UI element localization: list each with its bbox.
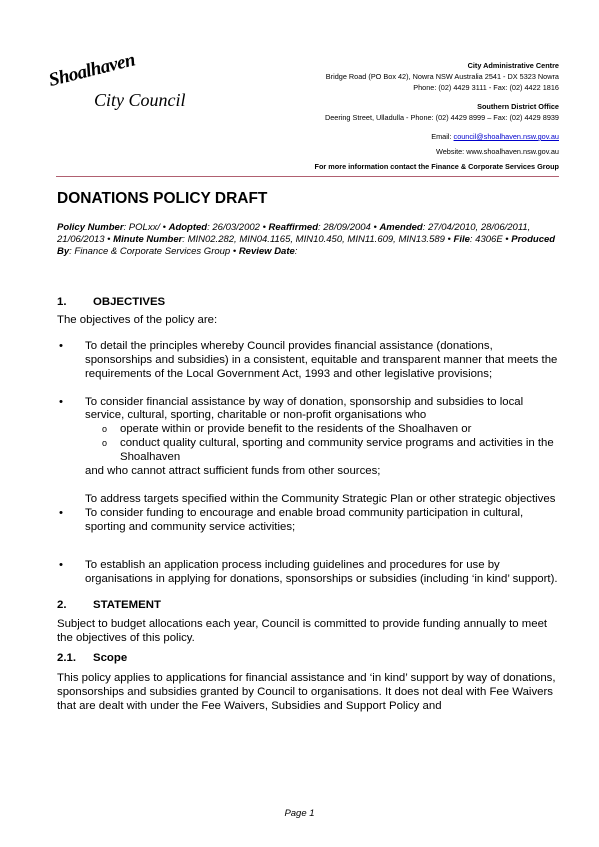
email-link[interactable]: council@shoalhaven.nsw.gov.au [453,132,559,141]
scope-text: This policy applies to applications for financial assistance and ‘in kind’ support by way of donations, sponsorships and subsidies granted by Council to organisations. It does not deal with Fee Waivers that are dealt with under the Fee Waivers, Subsidies and Support Policy and [57,672,556,712]
bullet-mark: • [59,395,63,408]
bullet-mark: • [59,339,63,352]
logo-line2: City Council [94,90,186,110]
meta-label: Policy Number [57,222,124,233]
meta-value: : [294,246,298,257]
page-title: DONATIONS POLICY DRAFT [57,190,268,207]
objectives-intro: The objectives of the policy are: [57,313,218,326]
targets-text: To address targets specified within the Community Strategic Plan or other strategic objectives [85,492,556,505]
bullet-text: To consider financial assistance by way of donation, sponsorship and subsidies to local service, cultural, sporting, charitable or non-profit organisations who [85,395,524,422]
section-heading-objectives [57,296,562,310]
objective-bullet [57,396,562,424]
objective-bullet [57,507,562,535]
policy-meta [57,222,557,258]
subsection-heading-scope [57,652,562,666]
meta-label: Minute Number [113,234,183,245]
section-title: STATEMENT [93,598,161,611]
meta-value: : POLxx/ • [123,222,169,233]
section-number: 2. [57,598,67,611]
after-sub-text: and who cannot attract sufficient funds from other sources; [85,465,381,478]
meta-label: Amended [379,222,423,233]
website-line: Website: www.shoalhaven.nsw.gov.au [435,147,559,156]
bullet-text: To detail the principles whereby Council provides financial assistance (donations, sponsorships and subsidies) in a consistent, equitable and transparent manner that meets the requirements of the Local Government Act, 1993 and other legislative provisions; [85,339,558,380]
sub-bullet-mark: o [102,424,108,435]
page-number: Page 1 [284,808,315,819]
meta-label: Produced By [57,234,556,257]
meta-value: : 4306E • [469,234,512,245]
council-logo [46,49,202,120]
sub-bullet-text: conduct quality cultural, sporting and community service programs and activities in the Shoalhaven [120,437,554,464]
bullet-text: To establish an application process including guidelines and procedures for use by organisations in applying for donations, sponsorships or subsidies (including ‘in kind’ support). [85,558,558,585]
sub-bullet [57,437,562,465]
centre-phone: Phone: (02) 4429 3111 - Fax: (02) 4422 1816 [413,83,559,92]
section-title: OBJECTIVES [93,296,166,308]
logo-line1: Shoalhaven [46,49,138,92]
header-rule [56,176,559,177]
centre-heading: City Administrative Centre [467,61,559,70]
sub-bullet [57,423,562,437]
section-heading-statement [57,599,562,613]
meta-value: : 27/04/2010, 28/06/2011, 21/06/2013 • [57,222,531,245]
meta-label: Review Date [238,246,295,257]
meta-label: File [453,234,470,245]
policy-body [57,296,562,714]
meta-value: : MIN02.282, MIN04.1165, MIN10.450, MIN11.609, MIN13.589 • [182,234,454,245]
statement-text: Subject to budget allocations each year, Council is committed to provide funding annually to meet the objectives of this policy. [57,618,548,645]
subsection-number: 2.1. [57,652,76,665]
meta-value: : 28/09/2004 • [318,222,380,233]
bullet-text: To consider funding to encourage and enable broad community participation in cultural, sporting and community service activities; [85,506,524,533]
sub-bullet-mark: o [102,438,108,449]
bullet-mark: • [59,506,63,519]
section-number: 1. [57,296,67,308]
objective-bullet [57,559,562,587]
district-address: Deering Street, Ulladulla - Phone: (02) 4429 8999 – Fax: (02) 4429 8939 [324,113,559,122]
subsection-title: Scope [93,652,128,665]
meta-label: Reaffirmed [268,222,318,233]
district-heading: Southern District Office [477,102,559,111]
bullet-mark: • [59,558,63,571]
contact-block [259,60,559,172]
objective-bullet [57,340,562,382]
meta-value: : Finance & Corporate Services Group • [69,246,239,257]
email-label: Email: [431,132,452,141]
meta-value: : 26/03/2002 • [207,222,269,233]
sub-bullet-text: operate within or provide benefit to the residents of the Shoalhaven or [120,423,472,436]
meta-label: Adopted [168,222,208,233]
email-line [259,131,559,142]
more-info-line: For more information contact the Finance & Corporate Services Group [314,162,559,171]
centre-address: Bridge Road (PO Box 42), Nowra NSW Australia 2541 - DX 5323 Nowra [325,72,559,81]
